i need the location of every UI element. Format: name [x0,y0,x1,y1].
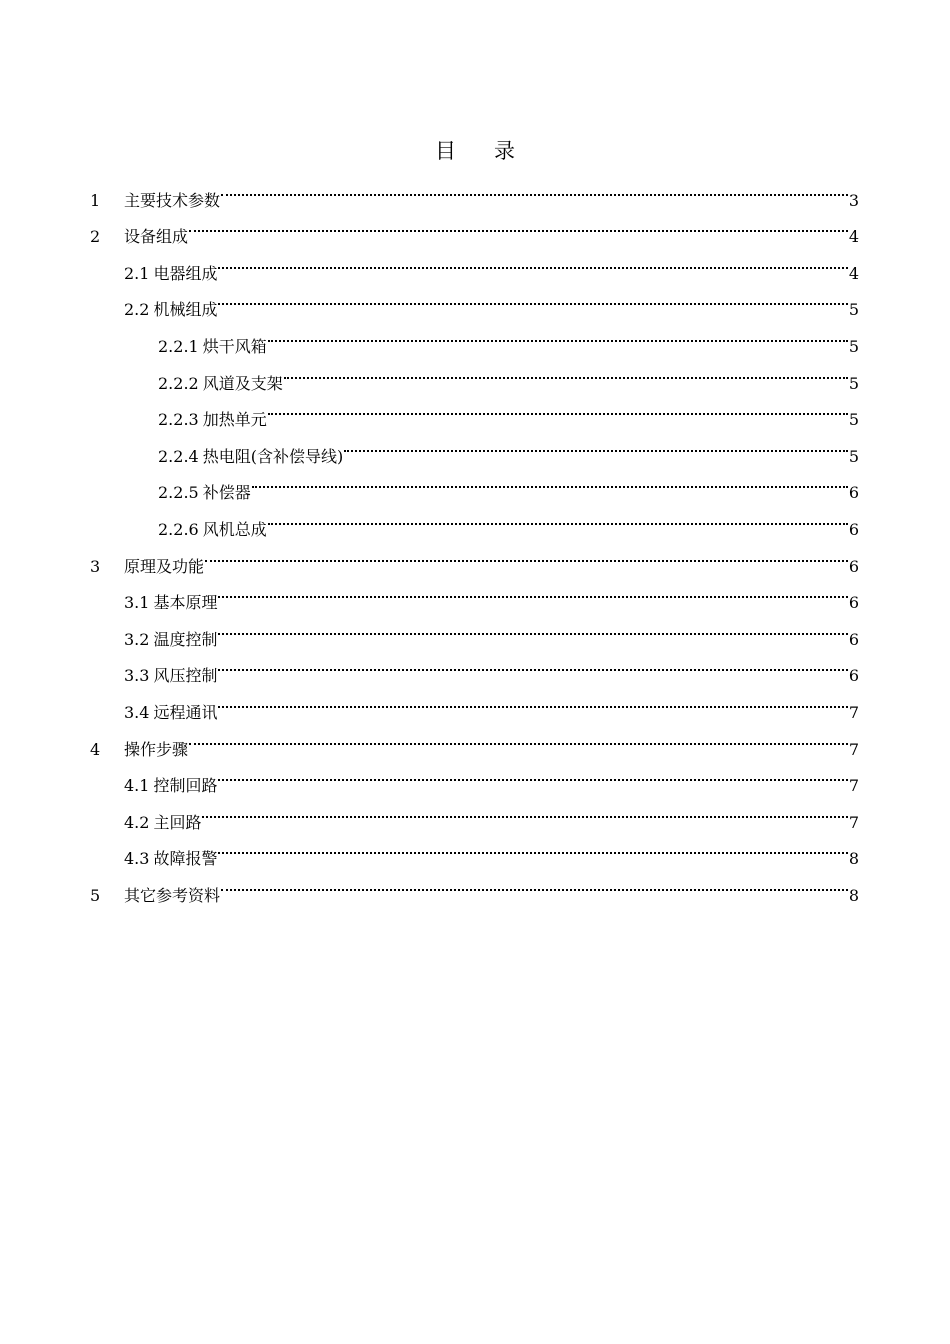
toc-entry-title: 热电阻(含补偿导线) [202,446,344,466]
toc-entry-page-number: 6 [848,666,859,686]
toc-entry-title: 其它参考资料 [124,885,221,905]
toc-entry-title: 操作步骤 [124,739,189,759]
toc-entry-page-number: 5 [848,300,859,320]
toc-entry-title: 温度控制 [153,629,218,649]
toc-entry-title: 机械组成 [153,300,218,320]
toc-entry-title: 主要技术参数 [124,190,221,210]
toc-dot-leader [218,572,847,609]
toc-dot-leader [284,352,848,389]
toc-entry-number: 4.1 [124,776,150,796]
toc-entry-title: 设备组成 [124,227,189,247]
toc-entry-title: 远程通讯 [153,702,218,722]
toc-entry-title: 主回路 [153,812,202,832]
toc-dot-leader [221,864,848,901]
toc-entry-page-number: 6 [848,483,859,503]
toc-entry[interactable] [90,572,859,613]
toc-entry-page-number: 3 [848,190,859,210]
toc-entry-page-number: 5 [848,410,859,430]
toc-entry[interactable] [90,206,859,247]
toc-dot-leader [202,791,847,828]
toc-entry-title: 电器组成 [153,263,218,283]
toc-dot-leader [268,389,848,426]
toc-dot-leader [268,498,848,535]
toc-entry[interactable] [90,718,859,759]
toc-entry-number: 3.4 [124,702,150,722]
toc-entry-number: 2.2.1 [158,336,199,356]
toc-entry-number: 4 [90,739,101,759]
toc-entry-number: 2.1 [124,263,150,283]
toc-entry-title: 补偿器 [202,483,251,503]
toc-entry-number: 2 [90,227,101,247]
toc-entry-title: 风机总成 [202,519,267,539]
toc-entry-page-number: 7 [848,739,859,759]
toc-entry-number: 2.2 [124,300,150,320]
toc-entry-page-number: 4 [848,263,859,283]
toc-entry-page-number: 6 [848,519,859,539]
toc-entry[interactable] [90,169,859,210]
toc-dot-leader [205,535,848,572]
toc-dot-leader [252,462,848,499]
toc-entry[interactable] [90,791,859,832]
toc-dot-leader [218,681,847,718]
toc-dot-leader [189,206,848,243]
toc-entry-number: 3.2 [124,629,150,649]
toc-dot-leader [218,755,847,792]
table-of-contents [90,169,859,905]
toc-entry-page-number: 4 [848,227,859,247]
toc-entry-title: 基本原理 [153,593,218,613]
toc-entry-page-number: 7 [848,812,859,832]
toc-entry-title: 烘干风箱 [202,336,267,356]
toc-entry-page-number: 5 [848,446,859,466]
toc-entry-number: 1 [90,190,101,210]
toc-entry-page-number: 8 [848,849,859,869]
toc-dot-leader [218,279,847,316]
toc-entry-number: 5 [90,885,101,905]
toc-dot-leader [218,645,847,682]
toc-dot-leader [218,828,847,865]
toc-entry[interactable] [90,828,859,869]
toc-entry-number: 2.2.2 [158,373,199,393]
toc-entry-title: 风压控制 [153,666,218,686]
toc-entry-number: 2.2.4 [158,446,199,466]
toc-entry-page-number: 6 [848,629,859,649]
page-title: 目录 [435,139,553,163]
toc-entry-number: 3.3 [124,666,150,686]
toc-dot-leader [189,718,848,755]
toc-entry[interactable] [90,755,859,796]
toc-entry-page-number: 6 [848,556,859,576]
toc-dot-leader [344,425,848,462]
toc-entry-number: 2.2.3 [158,410,199,430]
toc-entry[interactable] [90,535,859,576]
toc-entry-page-number: 8 [848,885,859,905]
toc-entry-page-number: 7 [848,702,859,722]
toc-entry-number: 3.1 [124,593,150,613]
toc-entry-page-number: 5 [848,373,859,393]
toc-entry-number: 4.2 [124,812,150,832]
toc-entry-title: 风道及支架 [202,373,283,393]
toc-entry-number: 2.2.5 [158,483,199,503]
toc-dot-leader [268,315,848,352]
toc-entry-page-number: 5 [848,336,859,356]
toc-entry-title: 原理及功能 [124,556,205,576]
toc-entry-title: 故障报警 [153,849,218,869]
toc-entry-number: 3 [90,556,101,576]
toc-entry-title: 加热单元 [202,410,267,430]
toc-dot-leader [221,169,848,206]
toc-entry-page-number: 6 [848,593,859,613]
toc-dot-leader [218,608,847,645]
toc-entry-number: 2.2.6 [158,519,199,539]
toc-dot-leader [218,242,847,279]
toc-entry[interactable] [90,242,859,283]
toc-entry-title: 控制回路 [153,776,218,796]
toc-entry-page-number: 7 [848,776,859,796]
toc-entry-number: 4.3 [124,849,150,869]
